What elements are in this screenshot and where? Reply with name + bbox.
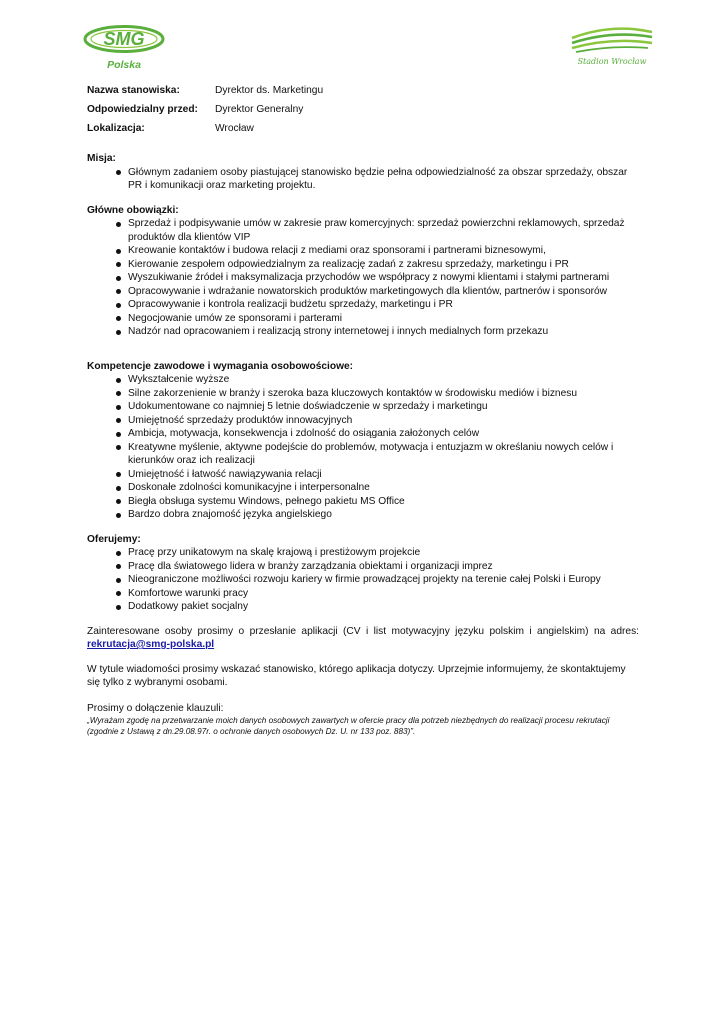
list-item: Umiejętność i łatwość nawiązywania relacji (87, 468, 639, 482)
page-header (0, 0, 725, 80)
list-item: Biegła obsługa systemu Windows, pełnego pakietu MS Office (87, 495, 639, 509)
info-value: Dyrektor Generalny (215, 104, 304, 115)
list-item: Pracę dla światowego lidera w branży zarządzania obiektami i organizacji imprez (87, 560, 639, 574)
svg-text:Stadion Wrocław: Stadion Wrocław (577, 57, 647, 66)
clause-intro: Prosimy o dołączenie klauzuli: (87, 702, 224, 714)
info-label: Odpowiedzialny przed: (87, 104, 198, 115)
competencies-heading: Kompetencje zawodowe i wymagania osobowościowe: (87, 360, 354, 372)
svg-text:Polska: Polska (107, 59, 141, 71)
list-item: Wyszukiwanie źródeł i maksymalizacja przychodów we współpracy z nowymi klientami i stałymi partnerami (87, 271, 639, 285)
mission-heading: Misja: (87, 153, 116, 164)
list-item: Doskonałe zdolności komunikacyjne i interpersonalne (87, 481, 639, 495)
info-label: Nazwa stanowiska: (87, 85, 180, 96)
list-item: Kreatywne myślenie, aktywne podejście do problemów, motywacja i entuzjazm w określaniu nowych celów i kierunków oraz ich realizacji (87, 441, 639, 468)
svg-text:SMG: SMG (103, 29, 145, 49)
list-item: Silne zakorzenienie w branży i szeroka baza kluczowych kontaktów w środowisku mediów i biznesu (87, 387, 639, 401)
stadion-wroclaw-logo (566, 22, 658, 70)
info-row-position (87, 84, 639, 103)
list-item: Opracowywanie i wdrażanie nowatorskich produktów marketingowych dla klientów, partnerów i sponsorów (87, 285, 639, 299)
info-label: Lokalizacja: (87, 123, 145, 134)
list-item: Pracę przy unikatowym na skalę krajową i prestiżowym projekcie (87, 546, 639, 560)
info-value: Wrocław (215, 123, 254, 134)
mission-list (87, 166, 639, 193)
position-info (87, 84, 639, 141)
list-item: Negocjowanie umów ze sponsorami i parterami (87, 312, 639, 326)
list-item: Nadzór nad opracowaniem i realizacją strony internetowej i innych medialnych form przekazu (87, 325, 639, 339)
list-item: Opracowywanie i kontrola realizacji budżetu sprzedaży, marketingu i PR (87, 298, 639, 312)
email-link[interactable]: rekrutacja@smg-polska.pl (87, 639, 215, 650)
clause-text: „Wyrażam zgodę na przetwarzanie moich danych osobowych zawartych w ofercie pracy dla potrzeb niezbędnych do realizacji procesu rekrutacji (zgodnie z Ustawą z dn.29.08.97r. o ochronie danych osobowych Dz. U. nr 133 poz. 883)”. (87, 716, 610, 736)
offer-heading: Oferujemy: (87, 533, 141, 545)
info-row-location (87, 122, 639, 141)
list-item: Bardzo dobra znajomość języka angielskiego (87, 508, 639, 522)
list-item: Umiejętność sprzedaży produktów innowacyjnych (87, 414, 639, 428)
info-row-reports-to (87, 103, 639, 122)
info-value: Dyrektor ds. Marketingu (215, 85, 324, 96)
application-paragraph (87, 625, 639, 652)
smg-polska-logo (80, 22, 170, 74)
list-item: Sprzedaż i podpisywanie umów w zakresie praw komercyjnych: sprzedaż powierzchni reklamowych, sprzedaż produktów dla klientów VIP (87, 217, 639, 244)
list-item: Komfortowe warunki pracy (87, 587, 639, 601)
list-item: Nieograniczone możliwości rozwoju kariery w firmie prowadzącej projekty na terenie całej Polski i Europy (87, 573, 639, 587)
list-item: Dodatkowy pakiet socjalny (87, 600, 639, 614)
job-offer-content (87, 84, 639, 737)
clause-section (87, 702, 639, 738)
list-item: Udokumentowane co najmniej 5 letnie doświadczenie w sprzedaży i marketingu (87, 400, 639, 414)
duties-list (87, 217, 639, 339)
competencies-list (87, 373, 639, 522)
info-paragraph: W tytule wiadomości prosimy wskazać stanowisko, którego aplikacja dotyczy. Uprzejmie informujemy, że skontaktujemy się tylko z wybranymi osobami. (87, 663, 626, 688)
application-text: Zainteresowane osoby prosimy o przesłanie aplikacji (CV i list motywacyjny języku polskim i angielskim) na adres: (87, 625, 639, 637)
list-item: Ambicja, motywacja, konsekwencja i zdolność do osiągania założonych celów (87, 427, 639, 441)
list-item: Głównym zadaniem osoby piastującej stanowisko będzie pełna odpowiedzialność za obszar sprzedaży, obszar PR i komunikacji oraz marketing projektu. (87, 166, 639, 193)
list-item: Wykształcenie wyższe (87, 373, 639, 387)
offer-list (87, 546, 639, 614)
list-item: Kierowanie zespołem odpowiedzialnym za realizację zadań z zakresu sprzedaży, marketingu i PR (87, 258, 639, 272)
list-item: Kreowanie kontaktów i budowa relacji z mediami oraz sponsorami i partnerami biznesowymi, (87, 244, 639, 258)
duties-heading: Główne obowiązki: (87, 204, 179, 216)
